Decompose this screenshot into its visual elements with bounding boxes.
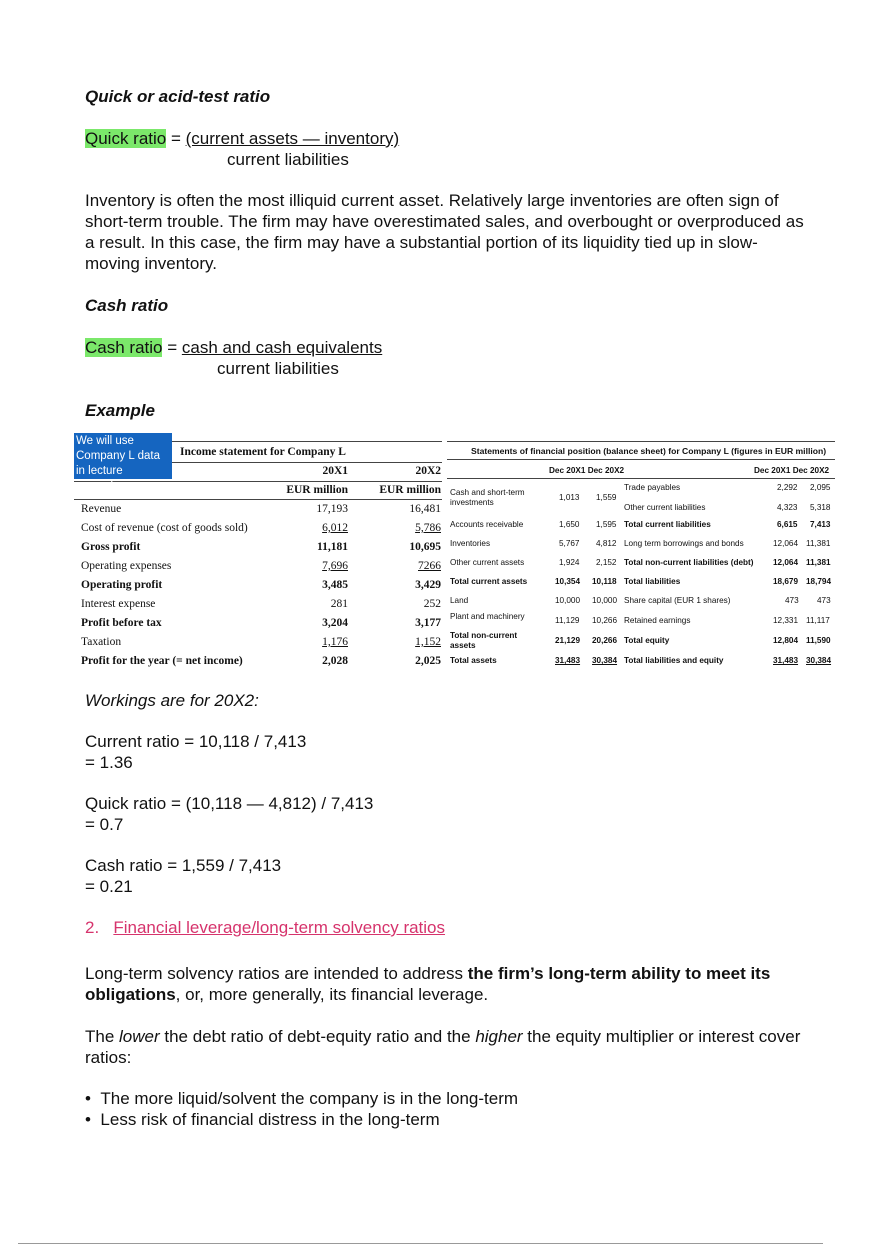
page-footer-line [18, 1243, 823, 1244]
bs-inv-v1: 5,767 [559, 539, 580, 548]
bs-te-v2: 11,590 [806, 636, 831, 645]
balance-hdr-right: Dec 20X1 Dec 20X2 [754, 466, 830, 475]
bs-ltb-v2: 11,381 [806, 539, 831, 548]
workings-label: Workings are for 20X2: [85, 691, 259, 710]
bs-cash-label: Cash and short-term [450, 488, 525, 497]
income-col-20x2: 20X2 [415, 465, 441, 477]
income-row-net-income: Profit for the year (= net income) 2,028 2,025 [81, 655, 441, 667]
bs-tnca-v2: 20,266 [592, 636, 618, 645]
bs-sc-label: Share capital (EUR 1 shares) [624, 596, 731, 605]
bs-inv-label: Inventories [450, 539, 491, 548]
bs-ta-v2: 30,384 [592, 656, 618, 665]
bs-land-label: Land [450, 596, 469, 605]
section-2-number: 2. [85, 918, 100, 937]
bs-cash-v1: 1,013 [559, 493, 580, 502]
bs-ar-v1: 1,650 [559, 520, 580, 529]
cash-ratio-numerator: cash and cash equivalents [181, 338, 383, 357]
bs-tnca-v1: 21,129 [555, 636, 581, 645]
bs-sc-v1: 473 [785, 596, 799, 605]
bs-ar-label: Accounts receivable [450, 520, 524, 529]
bullet-item-1: • The more liquid/solvent the company is in the long-term [85, 1089, 519, 1108]
income-row-cogs: Cost of revenue (cost of goods sold) 6,012 5,786 [81, 522, 441, 534]
current-ratio-line1: Current ratio = 10,118 / 7,413 [85, 732, 307, 751]
income-unit-20x1: EUR million [286, 484, 348, 496]
bs-tl-v2: 18,794 [806, 577, 832, 586]
bs-plant-v1: 11,129 [555, 616, 580, 625]
bs-ocl-v2: 5,318 [810, 503, 831, 512]
bs-cash-label2: investments [450, 498, 494, 507]
income-col-20x1: 20X1 [322, 465, 348, 477]
quick-ratio-formula [85, 128, 399, 149]
quick-ratio-numerator: (current assets — inventory) [185, 129, 400, 148]
bs-tnca-label: Total non-current [450, 631, 518, 640]
bs-tncl-v2: 11,381 [806, 558, 831, 567]
cash-ratio-term: Cash ratio [85, 338, 163, 357]
balance-hdr-left: Dec 20X1 Dec 20X2 [549, 466, 625, 475]
income-row-taxation: Taxation 1,176 1,152 [81, 636, 441, 648]
long-term-paragraph: Long-term solvency ratios are intended to address the firm’s long-term ability to meet its obligations, or, more generally, its financial leverage. [85, 964, 771, 1004]
bs-inv-v2: 4,812 [596, 539, 617, 548]
bs-tca-v1: 10,354 [555, 577, 581, 586]
bs-ocl-label: Other current liabilities [624, 503, 706, 512]
bs-cash-v2: 1,559 [596, 493, 617, 502]
bs-tp-v1: 2,292 [777, 483, 798, 492]
bs-oca-label: Other current assets [450, 558, 525, 567]
income-row-interest: Interest expense 281 252 [81, 598, 441, 610]
balance-sheet-title: Statements of financial position (balance sheet) for Company L (figures in EUR million) [471, 446, 827, 456]
income-unit-20x2: EUR million [379, 484, 441, 496]
bs-tle-v2: 30,384 [806, 656, 832, 665]
quick-ratio-heading: Quick or acid-test ratio [85, 87, 271, 106]
bs-ta-label: Total assets [450, 656, 497, 665]
income-row-revenue: Revenue 17,193 16,481 [81, 503, 441, 515]
cash-ratio-heading: Cash ratio [85, 296, 169, 315]
bs-tl-label: Total liabilities [624, 577, 681, 586]
bs-oca-v2: 2,152 [596, 558, 617, 567]
quick-ratio-line1: Quick ratio = (10,118 — 4,812) / 7,413 [85, 794, 374, 813]
company-l-note: We will use Company L data in lecture examples [74, 433, 172, 479]
income-statement-title: Income statement for Company L [180, 446, 346, 458]
bullet-item-2: • Less risk of financial distress in the long-term [85, 1110, 440, 1129]
bs-ar-v2: 1,595 [596, 520, 617, 529]
bs-tle-v1: 31,483 [773, 656, 799, 665]
example-heading: Example [85, 401, 155, 420]
bs-ocl-v1: 4,323 [777, 503, 798, 512]
bs-re-v2: 11,117 [806, 616, 830, 625]
cash-ratio-line1: Cash ratio = 1,559 / 7,413 [85, 856, 282, 875]
cash-ratio-denominator: current liabilities [217, 359, 339, 378]
bs-re-v1: 12,331 [773, 616, 799, 625]
bs-tp-label: Trade payables [624, 483, 681, 492]
quick-ratio-equals: = [166, 129, 186, 148]
bs-tncl-label: Total non-current liabilities (debt) [624, 558, 754, 567]
quick-ratio-paragraph: Inventory is often the most illiquid current asset. Relatively large inventories are often sign of short-term trouble. The firm may have overestimated sales, and overbought or overproduced as a result. In this case, the firm may have a substantial portion of its liquidity tied up in slow-moving inventory. [85, 191, 804, 273]
income-row-gross-profit: Gross profit 11,181 10,695 [81, 541, 441, 553]
bs-tl-v1: 18,679 [773, 577, 799, 586]
current-ratio-line2: = 1.36 [85, 753, 133, 772]
bs-tcl-v1: 6,615 [777, 520, 798, 529]
bs-tle-label: Total liabilities and equity [624, 656, 724, 665]
bs-tca-v2: 10,118 [592, 577, 617, 586]
bs-tncl-v1: 12,064 [773, 558, 799, 567]
bs-te-label: Total equity [624, 636, 670, 645]
bs-plant-v2: 10,266 [592, 616, 618, 625]
bs-plant-label: Plant and machinery [450, 612, 525, 621]
bs-ltb-v1: 12,064 [773, 539, 799, 548]
bs-tca-label: Total current assets [450, 577, 528, 586]
bs-ta-v1: 31,483 [555, 656, 581, 665]
bs-tnca-label2: assets [450, 641, 476, 650]
quick-ratio-denominator: current liabilities [227, 150, 349, 169]
bs-oca-v1: 1,924 [559, 558, 580, 567]
lower-higher-paragraph: The lower the debt ratio of debt-equity ratio and the higher the equity multiplier or interest cover ratios: [85, 1027, 801, 1067]
bs-land-v1: 10,000 [555, 596, 581, 605]
quick-ratio-term: Quick ratio [85, 129, 167, 148]
section-2-title: Financial leverage/long-term solvency ratios [113, 918, 446, 937]
bs-re-label: Retained earnings [624, 616, 691, 625]
income-row-operating-profit: Operating profit 3,485 3,429 [81, 579, 441, 591]
cash-ratio-equals: = [162, 338, 182, 357]
cash-ratio-formula [85, 337, 382, 358]
cash-ratio-line2: = 0.21 [85, 877, 133, 896]
quick-ratio-line2: = 0.7 [85, 815, 124, 834]
income-row-pbt: Profit before tax 3,204 3,177 [81, 617, 441, 629]
income-row-opex: Operating expenses 7,696 7266 [81, 560, 441, 572]
bs-te-v1: 12,804 [773, 636, 799, 645]
bs-tp-v2: 2,095 [810, 483, 831, 492]
section-2-heading [85, 917, 445, 938]
bs-tcl-label: Total current liabilities [624, 520, 711, 529]
bs-land-v2: 10,000 [592, 596, 618, 605]
bs-sc-v2: 473 [817, 596, 831, 605]
bs-tcl-v2: 7,413 [810, 520, 831, 529]
bs-ltb-label: Long term borrowings and bonds [624, 539, 744, 548]
